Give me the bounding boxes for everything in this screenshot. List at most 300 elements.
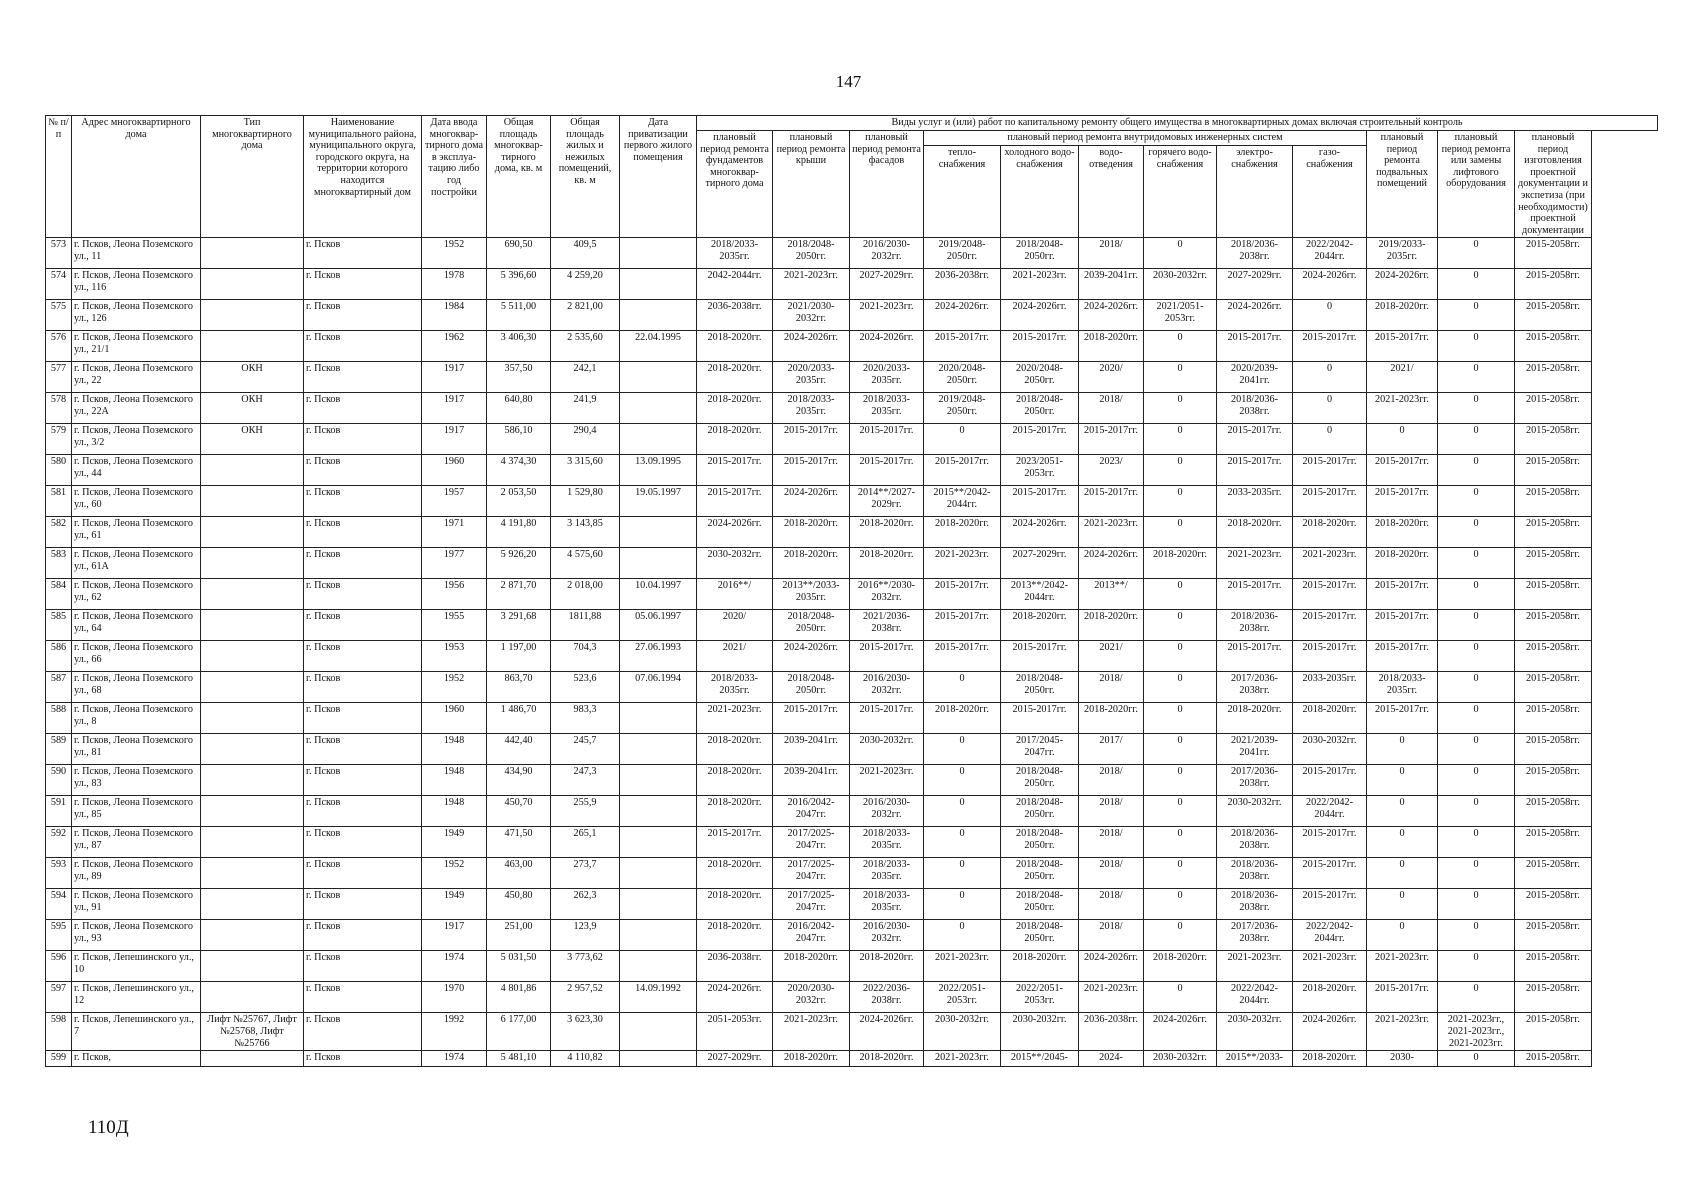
living-area-cell: 123,9 [551, 920, 620, 951]
municipality-cell: г. Псков [304, 641, 422, 672]
address-cell: г. Псков, Леона Поземского ул., 93 [72, 920, 201, 951]
electric-period-cell: 2015-2017гг. [1217, 579, 1293, 610]
hot-water-period-cell: 0 [1144, 796, 1217, 827]
sewer-period-cell: 2024-2026гг. [1079, 548, 1144, 579]
facade-period-cell: 2022/2036-2038гг. [850, 982, 924, 1013]
sewer-period-cell: 2021-2023гг. [1079, 517, 1144, 548]
foundation-period-cell: 2015-2017гг. [697, 455, 773, 486]
total-area-cell: 463,00 [487, 858, 551, 889]
roof-period-cell: 2018-2020гг. [773, 548, 850, 579]
living-area-cell: 1811,88 [551, 610, 620, 641]
row-num-cell: 589 [46, 734, 72, 765]
roof-period-cell: 2039-2041гг. [773, 734, 850, 765]
total-area-cell: 3 406,30 [487, 331, 551, 362]
address-cell: г. Псков, Леона Поземского ул., 3/2 [72, 424, 201, 455]
basement-period-cell: 2021-2023гг. [1367, 393, 1438, 424]
house-type-cell [201, 672, 304, 703]
elevator-period-cell: 2021-2023гг., 2021-2023гг., 2021-2023гг. [1438, 1013, 1515, 1051]
address-cell: г. Псков, Леона Поземского ул., 87 [72, 827, 201, 858]
commission-year-cell: 1953 [422, 641, 487, 672]
table-row [46, 858, 1658, 889]
municipality-cell: г. Псков [304, 610, 422, 641]
sewer-period-cell: 2018/ [1079, 765, 1144, 796]
row-num-cell: 582 [46, 517, 72, 548]
foundation-period-cell: 2018-2020гг. [697, 858, 773, 889]
house-type-cell [201, 765, 304, 796]
roof-period-cell: 2024-2026гг. [773, 486, 850, 517]
electric-period-cell: 2018/2036-2038гг. [1217, 238, 1293, 269]
elevator-period-cell: 0 [1438, 734, 1515, 765]
engineering-group-header: плановый период ремонта внутридомовых инженерных систем [924, 131, 1367, 146]
municipality-cell: г. Псков [304, 455, 422, 486]
col-roof-header: плановый период ремонта крыши [773, 131, 850, 238]
basement-period-cell: 2019/2033-2035гг. [1367, 238, 1438, 269]
foundation-period-cell: 2051-2053гг. [697, 1013, 773, 1051]
design-docs-period-cell: 2015-2058гг. [1515, 486, 1592, 517]
row-num-cell: 597 [46, 982, 72, 1013]
facade-period-cell: 2030-2032гг. [850, 734, 924, 765]
cold-water-period-cell: 2024-2026гг. [1001, 300, 1079, 331]
hot-water-period-cell: 0 [1144, 889, 1217, 920]
row-num-cell: 588 [46, 703, 72, 734]
row-num-cell: 594 [46, 889, 72, 920]
hot-water-period-cell: 0 [1144, 331, 1217, 362]
design-docs-period-cell: 2015-2058гг. [1515, 703, 1592, 734]
col-electric-header: электро- снабжения [1217, 146, 1293, 238]
gas-period-cell: 2018-2020гг. [1293, 703, 1367, 734]
cold-water-period-cell: 2018/2048-2050гг. [1001, 672, 1079, 703]
elevator-period-cell: 0 [1438, 579, 1515, 610]
gas-period-cell: 2024-2026гг. [1293, 269, 1367, 300]
sewer-period-cell: 2020/ [1079, 362, 1144, 393]
facade-period-cell: 2016/2030-2032гг. [850, 238, 924, 269]
table-row [46, 641, 1658, 672]
heat-supply-period-cell: 0 [924, 672, 1001, 703]
address-cell: г. Псков, Леона Поземского ул., 62 [72, 579, 201, 610]
commission-year-cell: 1984 [422, 300, 487, 331]
basement-period-cell: 2018/2033-2035гг. [1367, 672, 1438, 703]
design-docs-period-cell: 2015-2058гг. [1515, 362, 1592, 393]
total-area-cell: 357,50 [487, 362, 551, 393]
sewer-period-cell: 2018-2020гг. [1079, 331, 1144, 362]
living-area-cell: 2 821,00 [551, 300, 620, 331]
basement-period-cell: 0 [1367, 889, 1438, 920]
address-cell: г. Псков, Лепешинского ул., 7 [72, 1013, 201, 1051]
design-docs-period-cell: 2015-2058гг. [1515, 424, 1592, 455]
table-row [46, 362, 1658, 393]
commission-year-cell: 1956 [422, 579, 487, 610]
table-row [46, 269, 1658, 300]
foundation-period-cell: 2018-2020гг. [697, 765, 773, 796]
living-area-cell: 241,9 [551, 393, 620, 424]
hot-water-period-cell: 2021/2051-2053гг. [1144, 300, 1217, 331]
roof-period-cell: 2018/2048-2050гг. [773, 238, 850, 269]
address-cell: г. Псков, Леона Поземского ул., 66 [72, 641, 201, 672]
basement-period-cell: 2018-2020гг. [1367, 300, 1438, 331]
living-area-cell: 4 575,60 [551, 548, 620, 579]
sewer-period-cell: 2024-2026гг. [1079, 300, 1144, 331]
municipality-cell: г. Псков [304, 672, 422, 703]
roof-period-cell: 2024-2026гг. [773, 331, 850, 362]
house-type-cell [201, 455, 304, 486]
living-area-cell: 255,9 [551, 796, 620, 827]
privatization-date-cell [620, 734, 697, 765]
living-area-cell: 2 018,00 [551, 579, 620, 610]
total-area-cell: 586,10 [487, 424, 551, 455]
table-row [46, 238, 1658, 269]
foundation-period-cell: 2036-2038гг. [697, 300, 773, 331]
privatization-date-cell [620, 269, 697, 300]
address-cell: г. Псков, Леона Поземского ул., 60 [72, 486, 201, 517]
hot-water-period-cell: 0 [1144, 672, 1217, 703]
row-num-cell: 592 [46, 827, 72, 858]
roof-period-cell: 2015-2017гг. [773, 455, 850, 486]
foundation-period-cell: 2018/2033-2035гг. [697, 238, 773, 269]
col-living-area-header: Общая площадь жилых и нежилых помещений, кв. м [551, 116, 620, 238]
house-type-cell [201, 1051, 304, 1067]
gas-period-cell: 2015-2017гг. [1293, 455, 1367, 486]
foundation-period-cell: 2018-2020гг. [697, 796, 773, 827]
foundation-period-cell: 2036-2038гг. [697, 951, 773, 982]
basement-period-cell: 2018-2020гг. [1367, 517, 1438, 548]
footer-code: 110Д [88, 1117, 129, 1138]
commission-year-cell: 1962 [422, 331, 487, 362]
privatization-date-cell [620, 858, 697, 889]
address-cell: г. Псков, Леона Поземского ул., 11 [72, 238, 201, 269]
living-area-cell: 2 957,52 [551, 982, 620, 1013]
municipality-cell: г. Псков [304, 889, 422, 920]
hot-water-period-cell: 2024-2026гг. [1144, 1013, 1217, 1051]
row-num-cell: 583 [46, 548, 72, 579]
elevator-period-cell: 0 [1438, 517, 1515, 548]
table-row [46, 827, 1658, 858]
electric-period-cell: 2015-2017гг. [1217, 641, 1293, 672]
heat-supply-period-cell: 2021-2023гг. [924, 548, 1001, 579]
cold-water-period-cell: 2018-2020гг. [1001, 951, 1079, 982]
col-total-area-header: Общая площадь многоквар- тирного дома, кв. м [487, 116, 551, 238]
facade-period-cell: 2024-2026гг. [850, 331, 924, 362]
gas-period-cell: 2024-2026гг. [1293, 1013, 1367, 1051]
electric-period-cell: 2018-2020гг. [1217, 517, 1293, 548]
sewer-period-cell: 2021/ [1079, 641, 1144, 672]
heat-supply-period-cell: 2018-2020гг. [924, 703, 1001, 734]
address-cell: г. Псков, Леона Поземского ул., 85 [72, 796, 201, 827]
commission-year-cell: 1978 [422, 269, 487, 300]
roof-period-cell: 2018-2020гг. [773, 951, 850, 982]
foundation-period-cell: 2018-2020гг. [697, 393, 773, 424]
commission-year-cell: 1917 [422, 362, 487, 393]
table-row [46, 920, 1658, 951]
foundation-period-cell: 2042-2044гг. [697, 269, 773, 300]
electric-period-cell: 2018/2036-2038гг. [1217, 858, 1293, 889]
privatization-date-cell: 22.04.1995 [620, 331, 697, 362]
living-area-cell: 247,3 [551, 765, 620, 796]
foundation-period-cell: 2018-2020гг. [697, 331, 773, 362]
elevator-period-cell: 0 [1438, 641, 1515, 672]
gas-period-cell: 2022/2042-2044гг. [1293, 238, 1367, 269]
electric-period-cell: 2027-2029гг. [1217, 269, 1293, 300]
house-type-cell [201, 300, 304, 331]
commission-year-cell: 1974 [422, 951, 487, 982]
basement-period-cell: 2015-2017гг. [1367, 331, 1438, 362]
privatization-date-cell [620, 1013, 697, 1051]
elevator-period-cell: 0 [1438, 920, 1515, 951]
municipality-cell: г. Псков [304, 300, 422, 331]
facade-period-cell: 2018-2020гг. [850, 517, 924, 548]
total-area-cell: 4 191,80 [487, 517, 551, 548]
heat-supply-period-cell: 2020/2048-2050гг. [924, 362, 1001, 393]
table-row [46, 331, 1658, 362]
row-num-cell: 599 [46, 1051, 72, 1067]
elevator-period-cell: 0 [1438, 982, 1515, 1013]
house-type-cell [201, 331, 304, 362]
design-docs-period-cell: 2015-2058гг. [1515, 300, 1592, 331]
house-type-cell [201, 579, 304, 610]
electric-period-cell: 2033-2035гг. [1217, 486, 1293, 517]
foundation-period-cell: 2020/ [697, 610, 773, 641]
facade-period-cell: 2018/2033-2035гг. [850, 889, 924, 920]
hot-water-period-cell: 0 [1144, 579, 1217, 610]
col-num-header: № п/п [46, 116, 72, 238]
hot-water-period-cell: 0 [1144, 765, 1217, 796]
facade-period-cell: 2018-2020гг. [850, 548, 924, 579]
cold-water-period-cell: 2023/2051-2053гг. [1001, 455, 1079, 486]
electric-period-cell: 2015-2017гг. [1217, 455, 1293, 486]
heat-supply-period-cell: 0 [924, 734, 1001, 765]
heat-supply-period-cell: 2015-2017гг. [924, 641, 1001, 672]
electric-period-cell: 2021-2023гг. [1217, 548, 1293, 579]
total-area-cell: 450,70 [487, 796, 551, 827]
basement-period-cell: 2015-2017гг. [1367, 455, 1438, 486]
address-cell: г. Псков, Леона Поземского ул., 68 [72, 672, 201, 703]
electric-period-cell: 2020/2039-2041гг. [1217, 362, 1293, 393]
facade-period-cell: 2027-2029гг. [850, 269, 924, 300]
elevator-period-cell: 0 [1438, 858, 1515, 889]
hot-water-period-cell: 2018-2020гг. [1144, 951, 1217, 982]
basement-period-cell: 0 [1367, 734, 1438, 765]
house-type-cell [201, 238, 304, 269]
elevator-period-cell: 0 [1438, 269, 1515, 300]
facade-period-cell: 2016/2030-2032гг. [850, 796, 924, 827]
commission-year-cell: 1957 [422, 486, 487, 517]
living-area-cell: 3 773,62 [551, 951, 620, 982]
total-area-cell: 640,80 [487, 393, 551, 424]
electric-period-cell: 2018/2036-2038гг. [1217, 610, 1293, 641]
heat-supply-period-cell: 2015**/2042-2044гг. [924, 486, 1001, 517]
living-area-cell: 3 623,30 [551, 1013, 620, 1051]
address-cell: г. Псков, Леона Поземского ул., 89 [72, 858, 201, 889]
gas-period-cell: 0 [1293, 393, 1367, 424]
elevator-period-cell: 0 [1438, 300, 1515, 331]
heat-supply-period-cell: 2015-2017гг. [924, 331, 1001, 362]
electric-period-cell: 2018/2036-2038гг. [1217, 889, 1293, 920]
cold-water-period-cell: 2027-2029гг. [1001, 548, 1079, 579]
roof-period-cell: 2017/2025-2047гг. [773, 889, 850, 920]
privatization-date-cell [620, 920, 697, 951]
living-area-cell: 2 535,60 [551, 331, 620, 362]
electric-period-cell: 2018-2020гг. [1217, 703, 1293, 734]
row-num-cell: 590 [46, 765, 72, 796]
facade-period-cell: 2015-2017гг. [850, 424, 924, 455]
table-row [46, 517, 1658, 548]
facade-period-cell: 2021-2023гг. [850, 300, 924, 331]
hot-water-period-cell: 0 [1144, 362, 1217, 393]
col-foundation-header: плановый период ремонта фундаментов многоквар- тирного дома [697, 131, 773, 238]
total-area-cell: 863,70 [487, 672, 551, 703]
facade-period-cell: 2018/2033-2035гг. [850, 858, 924, 889]
services-group-header: Виды услуг и (или) работ по капитальному ремонту общего имущества в многоквартирных домах включая строительный контроль [697, 116, 1658, 131]
commission-year-cell: 1948 [422, 765, 487, 796]
table-row [46, 486, 1658, 517]
table-row [46, 424, 1658, 455]
total-area-cell: 450,80 [487, 889, 551, 920]
municipality-cell: г. Псков [304, 362, 422, 393]
table-row [46, 610, 1658, 641]
house-type-cell: Лифт №25767, Лифт №25768, Лифт №25766 [201, 1013, 304, 1051]
design-docs-period-cell: 2015-2058гг. [1515, 951, 1592, 982]
elevator-period-cell: 0 [1438, 331, 1515, 362]
basement-period-cell: 0 [1367, 827, 1438, 858]
municipality-cell: г. Псков [304, 703, 422, 734]
sewer-period-cell: 2018/ [1079, 889, 1144, 920]
elevator-period-cell: 0 [1438, 238, 1515, 269]
gas-period-cell: 2030-2032гг. [1293, 734, 1367, 765]
hot-water-period-cell: 0 [1144, 517, 1217, 548]
heat-supply-period-cell: 2022/2051-2053гг. [924, 982, 1001, 1013]
roof-period-cell: 2020/2033-2035гг. [773, 362, 850, 393]
roof-period-cell: 2020/2030-2032гг. [773, 982, 850, 1013]
col-commission-date-header: Дата ввода многоквар- тирного дома в эксплуа- тацию либо год постройки [422, 116, 487, 238]
municipality-cell: г. Псков [304, 331, 422, 362]
address-cell: г. Псков, Леона Поземского ул., 21/1 [72, 331, 201, 362]
house-type-cell: ОКН [201, 362, 304, 393]
col-type-header: Тип многоквартирного дома [201, 116, 304, 238]
total-area-cell: 2 871,70 [487, 579, 551, 610]
heat-supply-period-cell: 2015-2017гг. [924, 610, 1001, 641]
commission-year-cell: 1977 [422, 548, 487, 579]
foundation-period-cell: 2018-2020гг. [697, 734, 773, 765]
basement-period-cell: 0 [1367, 920, 1438, 951]
sewer-period-cell: 2023/ [1079, 455, 1144, 486]
elevator-period-cell: 0 [1438, 548, 1515, 579]
elevator-period-cell: 0 [1438, 362, 1515, 393]
electric-period-cell: 2030-2032гг. [1217, 1013, 1293, 1051]
design-docs-period-cell: 2015-2058гг. [1515, 920, 1592, 951]
total-area-cell: 1 197,00 [487, 641, 551, 672]
col-privatization-date-header: Дата приватизации первого жилого помещения [620, 116, 697, 238]
sewer-period-cell: 2015-2017гг. [1079, 424, 1144, 455]
electric-period-cell: 2017/2036-2038гг. [1217, 765, 1293, 796]
design-docs-period-cell: 2015-2058гг. [1515, 579, 1592, 610]
sewer-period-cell: 2018/ [1079, 920, 1144, 951]
commission-year-cell: 1970 [422, 982, 487, 1013]
hot-water-period-cell: 2030-2032гг. [1144, 1051, 1217, 1067]
privatization-date-cell [620, 1051, 697, 1067]
commission-year-cell: 1917 [422, 920, 487, 951]
sewer-period-cell: 2024- [1079, 1051, 1144, 1067]
electric-period-cell: 2015-2017гг. [1217, 424, 1293, 455]
hot-water-period-cell: 0 [1144, 858, 1217, 889]
gas-period-cell: 2022/2042-2044гг. [1293, 796, 1367, 827]
row-num-cell: 596 [46, 951, 72, 982]
heat-supply-period-cell: 0 [924, 796, 1001, 827]
basement-period-cell: 0 [1367, 424, 1438, 455]
row-num-cell: 573 [46, 238, 72, 269]
gas-period-cell: 2021-2023гг. [1293, 951, 1367, 982]
privatization-date-cell [620, 362, 697, 393]
heat-supply-period-cell: 2015-2017гг. [924, 455, 1001, 486]
electric-period-cell: 2024-2026гг. [1217, 300, 1293, 331]
sewer-period-cell: 2018/ [1079, 827, 1144, 858]
row-num-cell: 586 [46, 641, 72, 672]
house-type-cell [201, 889, 304, 920]
facade-period-cell: 2020/2033-2035гг. [850, 362, 924, 393]
house-type-cell: ОКН [201, 393, 304, 424]
basement-period-cell: 2015-2017гг. [1367, 610, 1438, 641]
hot-water-period-cell: 0 [1144, 827, 1217, 858]
basement-period-cell: 2024-2026гг. [1367, 269, 1438, 300]
address-cell: г. Псков, Леона Поземского ул., 61 [72, 517, 201, 548]
municipality-cell: г. Псков [304, 1013, 422, 1051]
sewer-period-cell: 2018/ [1079, 672, 1144, 703]
commission-year-cell: 1917 [422, 393, 487, 424]
roof-period-cell: 2039-2041гг. [773, 765, 850, 796]
table-row [46, 548, 1658, 579]
foundation-period-cell: 2016**/ [697, 579, 773, 610]
commission-year-cell: 1917 [422, 424, 487, 455]
privatization-date-cell: 13.09.1995 [620, 455, 697, 486]
roof-period-cell: 2018/2048-2050гг. [773, 672, 850, 703]
roof-period-cell: 2021/2030-2032гг. [773, 300, 850, 331]
foundation-period-cell: 2018-2020гг. [697, 920, 773, 951]
design-docs-period-cell: 2015-2058гг. [1515, 858, 1592, 889]
basement-period-cell: 2021/ [1367, 362, 1438, 393]
living-area-cell: 983,3 [551, 703, 620, 734]
table-row [46, 703, 1658, 734]
row-num-cell: 584 [46, 579, 72, 610]
design-docs-period-cell: 2015-2058гг. [1515, 641, 1592, 672]
address-cell: г. Псков, Лепешинского ул., 10 [72, 951, 201, 982]
living-area-cell: 265,1 [551, 827, 620, 858]
roof-period-cell: 2015-2017гг. [773, 424, 850, 455]
gas-period-cell: 2015-2017гг. [1293, 610, 1367, 641]
roof-period-cell: 2018/2048-2050гг. [773, 610, 850, 641]
municipality-cell: г. Псков [304, 982, 422, 1013]
cold-water-period-cell: 2015**/2045- [1001, 1051, 1079, 1067]
commission-year-cell: 1948 [422, 796, 487, 827]
cold-water-period-cell: 2020/2048-2050гг. [1001, 362, 1079, 393]
hot-water-period-cell: 2030-2032гг. [1144, 269, 1217, 300]
cold-water-period-cell: 2030-2032гг. [1001, 1013, 1079, 1051]
row-num-cell: 578 [46, 393, 72, 424]
address-cell: г. Псков, Леона Поземского ул., 91 [72, 889, 201, 920]
row-num-cell: 576 [46, 331, 72, 362]
gas-period-cell: 2015-2017гг. [1293, 889, 1367, 920]
gas-period-cell: 0 [1293, 362, 1367, 393]
basement-period-cell: 0 [1367, 858, 1438, 889]
gas-period-cell: 2015-2017гг. [1293, 765, 1367, 796]
address-cell: г. Псков, Леона Поземского ул., 44 [72, 455, 201, 486]
gas-period-cell: 2015-2017гг. [1293, 827, 1367, 858]
heat-supply-period-cell: 0 [924, 424, 1001, 455]
address-cell: г. Псков, [72, 1051, 201, 1067]
facade-period-cell: 2016/2030-2032гг. [850, 672, 924, 703]
living-area-cell: 290,4 [551, 424, 620, 455]
commission-year-cell: 1952 [422, 858, 487, 889]
elevator-period-cell: 0 [1438, 672, 1515, 703]
municipality-cell: г. Псков [304, 951, 422, 982]
cold-water-period-cell: 2015-2017гг. [1001, 424, 1079, 455]
